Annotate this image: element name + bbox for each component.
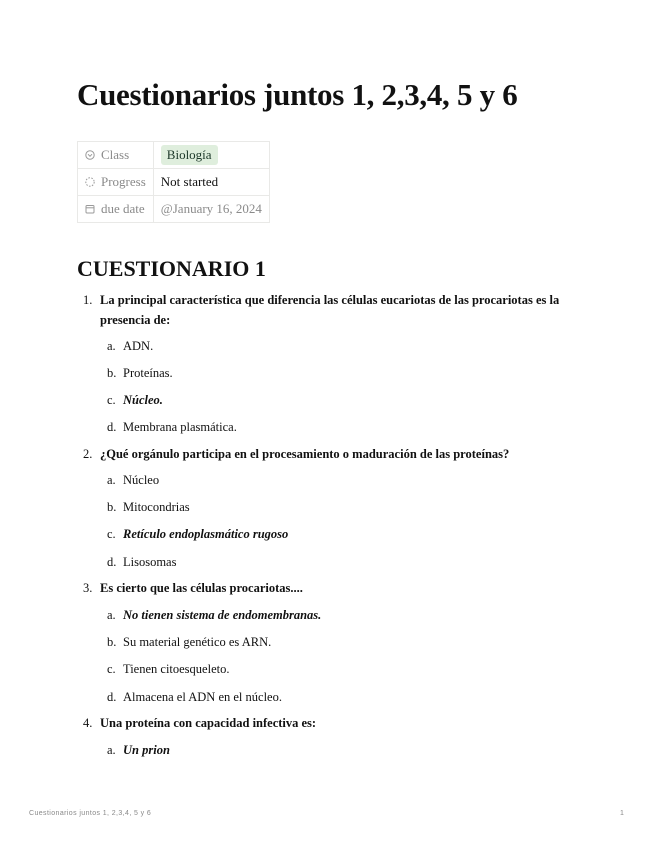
answer-option: b. Mitocondrias <box>107 500 190 514</box>
property-key: Progress <box>101 174 146 189</box>
answer-option: c. Tienen citoesqueleto. <box>107 662 230 676</box>
due-date-value: @January 16, 2024 <box>153 196 269 223</box>
answer-option: d. Almacena el ADN en el núcleo. <box>107 690 282 704</box>
answer-option: a. Núcleo <box>107 473 160 487</box>
answer-option-correct: a. Un prion <box>107 743 170 757</box>
question-number: 3. <box>83 581 93 595</box>
progress-value: Not started <box>153 169 269 196</box>
question-number: 1. <box>83 293 93 307</box>
answer-option-correct: a. No tienen sistema de endomembranas. <box>107 608 322 622</box>
progress-icon <box>85 177 95 187</box>
property-row-due-date[interactable] <box>78 196 270 223</box>
answer-option: d. Membrana plasmática. <box>107 420 237 434</box>
answer-option-correct: c. Retículo endoplasmático rugoso <box>107 527 289 541</box>
question <box>77 713 577 733</box>
calendar-icon <box>85 204 95 214</box>
select-icon <box>85 150 95 160</box>
question-number: 2. <box>83 447 93 461</box>
property-row-class[interactable] <box>78 142 270 169</box>
page-title: Cuestionarios juntos 1, 2,3,4, 5 y 6 <box>77 77 518 112</box>
property-key: due date <box>101 201 145 216</box>
property-key: Class <box>101 147 130 162</box>
property-row-progress[interactable] <box>78 169 270 196</box>
properties-table <box>77 141 270 223</box>
answer-option: a. ADN. <box>107 339 154 353</box>
class-tag[interactable]: Biología <box>161 145 218 165</box>
footer-document-title: Cuestionarios juntos 1, 2,3,4, 5 y 6 <box>29 810 152 817</box>
question-text: Es cierto que las células procariotas.... <box>100 581 303 595</box>
question-text: Una proteína con capacidad infectiva es: <box>100 716 317 730</box>
question <box>77 578 577 598</box>
answer-option-correct: c. Núcleo. <box>107 393 163 407</box>
answer-option: b. Proteínas. <box>107 366 173 380</box>
footer-page-number: 1 <box>620 810 624 817</box>
answer-option: d. Lisosomas <box>107 555 177 569</box>
question <box>77 290 577 330</box>
answer-option: b. Su material genético es ARN. <box>107 635 272 649</box>
question-number: 4. <box>83 716 93 730</box>
question-text: La principal característica que diferencia las células eucariotas de las procariotas es la presencia de: <box>100 293 560 327</box>
question <box>77 444 577 464</box>
section-title: CUESTIONARIO 1 <box>77 256 266 281</box>
question-text: ¿Qué orgánulo participa en el procesamiento o maduración de las proteínas? <box>100 447 510 461</box>
